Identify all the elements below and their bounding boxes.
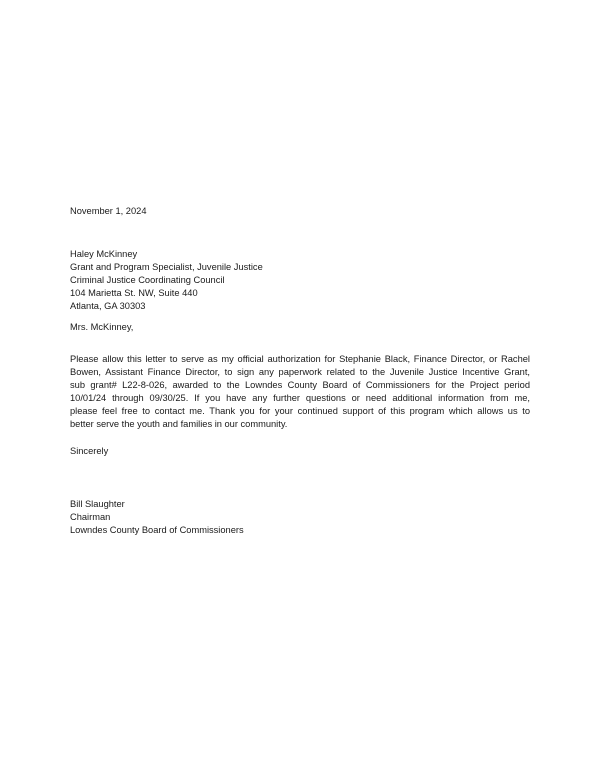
recipient-organization: Criminal Justice Coordinating Council [70,275,225,285]
letter-date: November 1, 2024 [70,206,147,216]
body-line: sub grant# L22-8-026, awarded to the Lowndes County Board of Commissioners for the Project period [70,380,530,390]
body-line: please feel free to contact me. Thank you for your continued support of this program which allows us to [70,406,530,416]
recipient-address-line1: 104 Marietta St. NW, Suite 440 [70,288,198,298]
closing: Sincerely [70,446,109,456]
recipient-title: Grant and Program Specialist, Juvenile Justice [70,262,263,272]
body-line: Bowen, Assistant Finance Director, to sign any paperwork related to the Juvenile Justice Incentive Grant, [70,367,530,377]
signer-name: Bill Slaughter [70,499,125,509]
body-line: Please allow this letter to serve as my official authorization for Stephanie Black, Finance Director, or Rachel [70,354,530,364]
body-line: 10/01/24 through 09/30/25. If you have any further questions or need additional information from me, [70,393,530,403]
recipient-name: Haley McKinney [70,249,138,259]
recipient-address-line2: Atlanta, GA 30303 [70,301,146,311]
body-line: better serve the youth and families in our community. [70,419,288,429]
salutation: Mrs. McKinney, [70,322,134,332]
signer-organization: Lowndes County Board of Commissioners [70,525,244,535]
signer-title: Chairman [70,512,111,522]
